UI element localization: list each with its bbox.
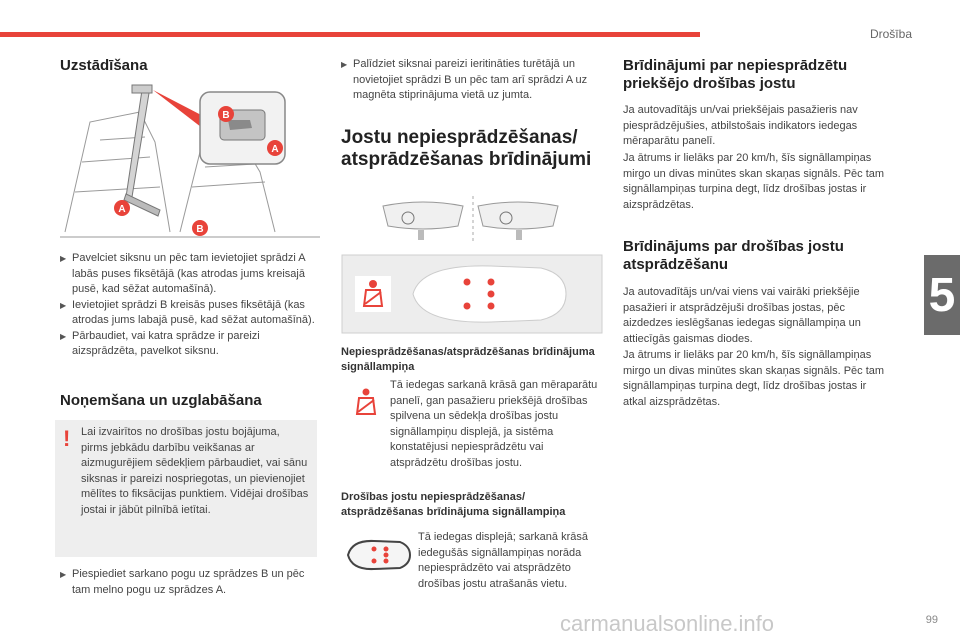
warning-box: [55, 420, 317, 557]
list-item: ▶ Piespiediet sarkano pogu uz sprādzes B un pēc tam melno pogu uz sprādzes A.: [60, 567, 322, 598]
mirror-display-illustration: [378, 196, 568, 246]
chapter-tab: 5: [924, 255, 960, 335]
front-warning-text-1: Ja autovadītājs un/vai priekšējais pasažieris nav piesprādzējušies, atbilstošais indikators iedegas mēraparātu panelī.: [623, 104, 858, 147]
display-lamp-text: Tā iedegas displejā; sarkanā krāsā iedegušās signāllampiņas norāda nepiesprādzēto vai atsprādzēto drošības jostu atrašanās vietu.: [418, 531, 588, 590]
arrow-bullet-icon: ▶: [60, 331, 67, 341]
list-item: ▶ Pavelciet siksnu un pēc tam ievietojiet sprādzi A labās puses fiksētājā (kas atrodas jums kreisajā pusē, kad sēžat automašīnā).: [60, 251, 322, 298]
arrow-bullet-icon: ▶: [60, 570, 67, 579]
seatbelt-warning-icon: [353, 388, 379, 418]
unbuckle-warning-text-2: Ja ātrums ir lielāks par 20 km/h, šīs signāllampiņas mirgo un divas minūtes skan skaņas signāls. Pēc tam signāllampiņas turpina degt, līdz drošības jostas ir atkal aizsprādzētas.: [623, 349, 885, 408]
label-a-seat: A: [118, 204, 126, 215]
section-name: Drošība: [869, 27, 912, 41]
roof-anchor-step: [341, 57, 603, 104]
arrow-bullet-icon: ▶: [341, 60, 348, 69]
car-seat-map-icon: [344, 538, 414, 572]
label-b-seat: B: [196, 224, 204, 235]
heading-unbuckle-warning: Brīdinājums par drošības jostu atsprādzēšanu: [623, 238, 844, 273]
watermark: carmanualsonline.info: [560, 611, 775, 636]
heading-installation: Uzstādīšana: [60, 57, 148, 74]
subheading-display-lamp: Drošības jostu nepiesprādzēšanas/ atsprādzēšanas brīdinājuma signāllampiņa: [341, 491, 566, 518]
front-warning-text-2: Ja ātrums ir lielāks par 20 km/h, šīs signāllampiņas mirgo un divas minūtes skan skaņas signāls. Pēc tam signāllampiņas turpina degt, līdz drošības jostas ir aizsprādzētas.: [623, 152, 885, 211]
label-b-inset: B: [222, 110, 230, 121]
warning-display-panel: [341, 254, 603, 334]
removal-step: [60, 567, 322, 598]
warning-icon: !: [63, 426, 71, 451]
seatbelt-illustration: [60, 82, 320, 242]
label-a-inset: A: [271, 144, 279, 155]
header-accent-bar: [0, 32, 700, 37]
arrow-bullet-icon: ▶: [60, 300, 67, 310]
list-item: ▶ Pārbaudiet, vai katra sprādze ir pareizi aizsprādzēta, pavelkot siksnu.: [60, 329, 322, 360]
page-number: 99: [925, 614, 938, 626]
installation-steps: [60, 251, 322, 360]
arrow-bullet-icon: ▶: [60, 254, 67, 263]
heading-front-belt-warning: Brīdinājumi par nepiesprādzētu priekšējo drošības jostu: [623, 57, 848, 92]
heading-belt-warnings: Jostu nepiesprādzēšanas/ atsprādzēšanas brīdinājumi: [341, 127, 592, 170]
warning-text: Lai izvairītos no drošības jostu bojājuma, pirms jebkādu darbību veikšanas ar aizmugurējiem sēdekļiem pārbaudiet, vai sānu siksnas ir pareizi nospriegotas, un pievienojiet mēlītes to fiksācijas punktiem. Vidējai drošības jostai ir jābūt pilnībā ietītai.: [81, 426, 309, 516]
subheading-unbuckled-lamp: Nepiesprādzēšanas/atsprādzēšanas brīdinājuma signāllampiņa: [341, 346, 595, 373]
unbuckle-warning-text-1: Ja autovadītājs un/vai viens vai vairāki priekšējie pasažieri ir atsprādzējuši drošības jostas, pēc aizdedzes ieslēgšanas iedegas signāllampiņa un attiecīgās gaismas diodes.: [623, 286, 861, 345]
heading-removal: Noņemšana un uzglabāšana: [60, 392, 262, 409]
unbuckled-lamp-text: Tā iedegas sarkanā krāsā gan mēraparātu panelī, gan pasažieru priekšējā drošības spilvena un sēdekļa drošības jostu signāllampiņu displejā, ja sistēma konstatējusi nepiesprādzētu vai atsprādzētu drošības jostu.: [390, 379, 598, 469]
list-item: ▶ Ievietojiet sprādzi B kreisās puses fiksētājā (kas atrodas jums labajā pusē, kad sēžat automašīnā).: [60, 298, 322, 329]
list-item: ▶ Palīdziet siksnai pareizi ieritināties turētājā un novietojiet sprādzi B un pēc tam arī sprādzi A uz magnēta stiprinājuma vietā uz jumta.: [341, 57, 603, 104]
